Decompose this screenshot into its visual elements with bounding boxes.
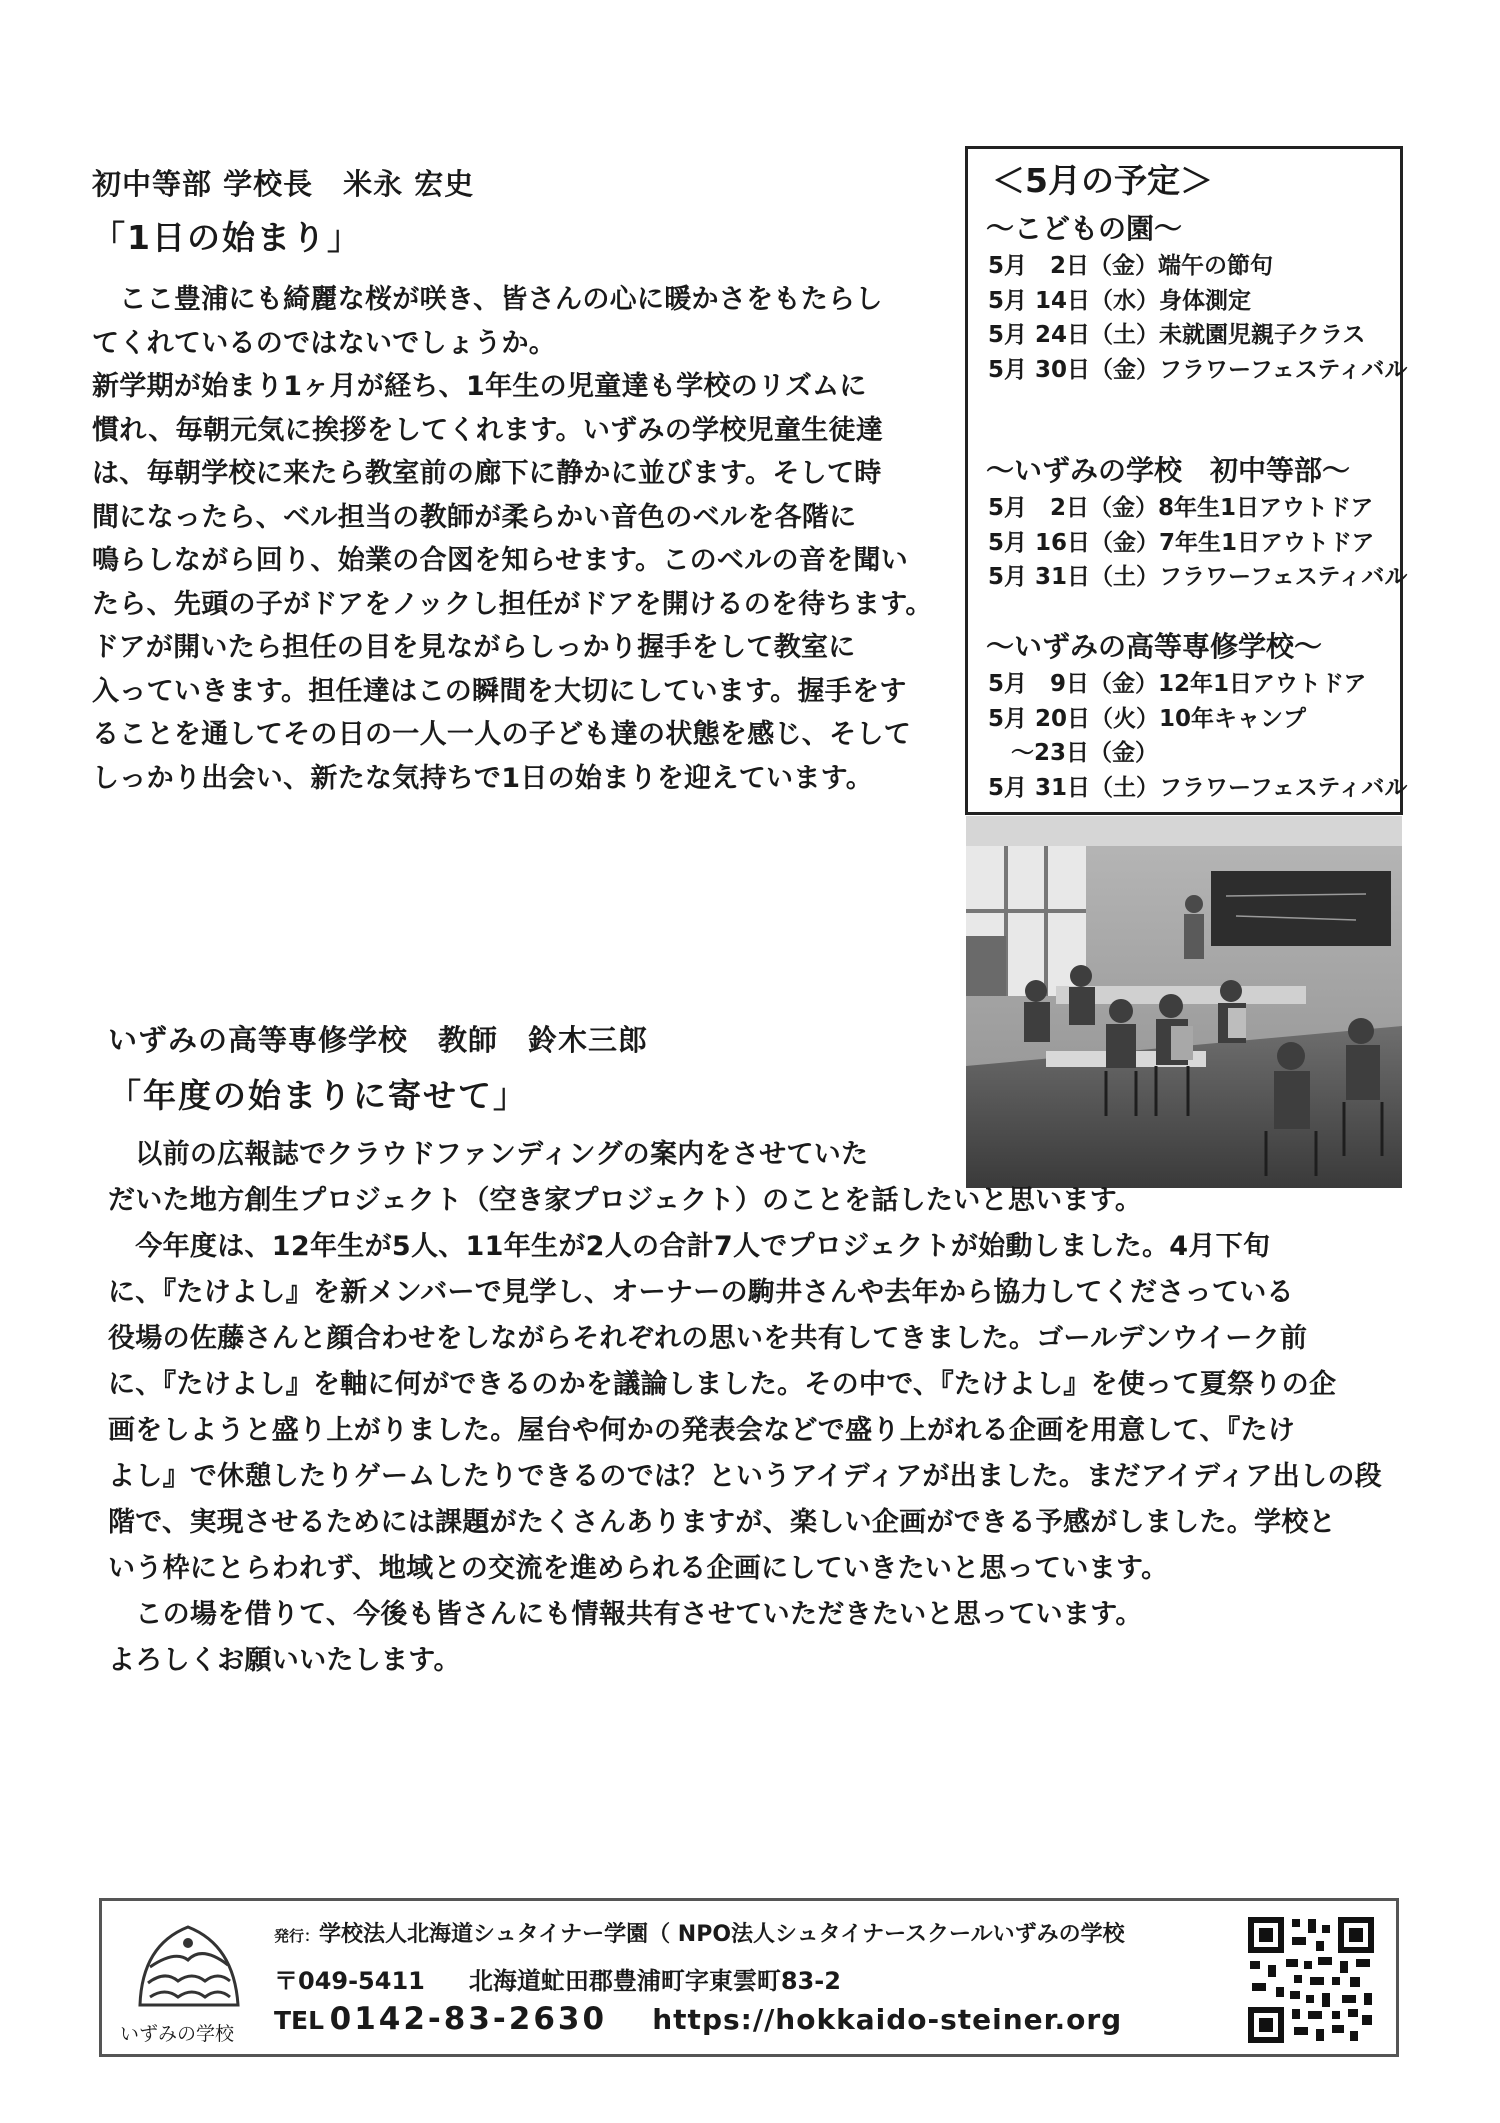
text-line: に、『たけよし』を軸に何ができるのかを議論しました。その中で、『たけよし』を使って夏祭りの企 xyxy=(108,1369,1337,1400)
publisher-name: 学校法人北海道シュタイナー学園（ NPO法人シュタイナースクールいずみの学校 xyxy=(319,1922,1125,1947)
text-line: だいた地方創生プロジェクト（空き家プロジェクト）のことを話したいと思います。 xyxy=(108,1185,1143,1216)
contact-line xyxy=(274,2001,1122,2037)
tel-number: 0142-83-2630 xyxy=(329,2001,608,2037)
schedule-item: 5月 2日（金）端午の節句 xyxy=(988,253,1274,279)
address-line xyxy=(274,1961,841,1996)
schedule-item: 5月 16日（金）7年生1日アウトドア xyxy=(988,529,1375,556)
schedule-box xyxy=(965,146,1408,815)
text-line: しっかり出会い、新たな気持ちで1日の始まりを迎えています。 xyxy=(92,762,874,794)
schedule-section-heading: ～こどもの園～ xyxy=(986,212,1183,245)
tel-label: TEL xyxy=(274,2006,325,2035)
text-line: 画をしようと盛り上がりました。屋台や何かの発表会などで盛り上がれる企画を用意して、『たけ xyxy=(108,1415,1296,1446)
text-line: てくれているのではないでしょうか。 xyxy=(92,327,557,359)
text-line: 階で、実現させるためには課題がたくさんありますが、楽しい企画ができる予感がしました。学校と xyxy=(108,1507,1336,1538)
website-link[interactable]: https://hokkaido-steiner.org xyxy=(652,2003,1123,2036)
text-line: 間になったら、ベル担当の教師が柔らかい音色のベルを各階に xyxy=(92,501,857,533)
text-line: よろしくお願いいたします。 xyxy=(108,1645,461,1676)
text-line: 新学期が始まり1ヶ月が経ち、1年生の児童達も学校のリズムに xyxy=(92,371,867,402)
text-line: 今年度は、12年生が5人、11年生が2人の合計7人でプロジェクトが始動しました。4月下旬 xyxy=(108,1231,1271,1262)
section1-body xyxy=(92,278,933,800)
section1-title: 「1日の始まり」 xyxy=(92,218,362,257)
schedule-item: 5月 20日（火）10年キャンプ xyxy=(988,705,1307,732)
text-line: に、『たけよし』を新メンバーで見学し、オーナーの駒井さんや去年から協力してくださっている xyxy=(108,1277,1294,1308)
schedule-item: 5月 24日（土）未就園児親子クラス xyxy=(988,322,1366,348)
qr-code-icon[interactable] xyxy=(1246,1915,1376,2045)
text-line: たら、先頭の子がドアをノックし担任がドアを開けるのを待ちます。 xyxy=(92,588,933,620)
text-line: 慣れ、毎朝元気に挨拶をしてくれます。いずみの学校児童生徒達 xyxy=(92,414,884,446)
schedule-item: 5月 30日（金）フラワーフェスティバル xyxy=(988,356,1408,383)
text-line: ることを通してその日の一人一人の子ども達の状態を感じ、そして xyxy=(92,719,911,750)
text-line: 入っていきます。担任達はこの瞬間を大切にしています。握手をす xyxy=(92,675,907,707)
schedule-item: ～23日（金） xyxy=(988,740,1159,766)
text-line: この場を借りて、今後も皆さんにも情報共有させていただきたいと思っています。 xyxy=(108,1599,1143,1630)
section2-author: いずみの高等専修学校 教師 鈴木三郎 xyxy=(108,1023,649,1057)
schedule-title: ＜5月の予定＞ xyxy=(992,161,1213,200)
section2-body xyxy=(108,1132,1382,1684)
postal-code: 〒049-5411 xyxy=(274,1967,425,1995)
address: 北海道虻田郡豊浦町字東雲町83-2 xyxy=(468,1967,841,1995)
schedule-item: 5月 31日（土）フラワーフェスティバル xyxy=(988,564,1408,590)
schedule-item: 5月 14日（水）身体測定 xyxy=(988,287,1252,314)
footer-box xyxy=(99,1898,1399,2057)
logo-text: いずみの学校 xyxy=(120,2023,235,2045)
section1-author: 初中等部 学校長 米永 宏史 xyxy=(92,167,475,201)
schedule-item: 5月 31日（土）フラワーフェスティバル xyxy=(988,774,1408,801)
text-line: いう枠にとらわれず、地域との交流を進められる企画にしていきたいと思っています。 xyxy=(108,1553,1169,1584)
schedule-item: 5月 2日（金）8年生1日アウトドア xyxy=(988,495,1374,521)
text-line: 鳴らしながら回り、始業の合図を知らせます。このベルの音を聞い xyxy=(92,545,909,576)
schedule-section-heading: ～いずみの学校 初中等部～ xyxy=(986,454,1351,487)
text-line: は、毎朝学校に来たら教室前の廊下に静かに並びます。そして時 xyxy=(92,458,882,489)
text-line: ここ豊浦にも綺麗な桜が咲き、皆さんの心に暖かさをもたらし xyxy=(92,284,883,315)
school-logo-icon xyxy=(130,1915,248,2015)
schedule-item: 5月 9日（金）12年1日アウトドア xyxy=(988,671,1367,697)
text-line: 以前の広報誌でクラウドファンディングの案内をさせていた xyxy=(108,1139,869,1170)
text-line: 役場の佐藤さんと顔合わせをしながらそれぞれの思いを共有してきました。ゴールデンウイーク前 xyxy=(108,1323,1308,1354)
schedule-section-heading: ～いずみの高等専修学校～ xyxy=(986,630,1323,663)
text-line: よし』で休憩したりゲームしたりできるのでは？というアイディアが出ました。まだアイディア出しの段 xyxy=(108,1461,1382,1492)
publisher-line xyxy=(274,1917,1125,1948)
publisher-label: 発行： xyxy=(274,1927,320,1945)
section2-title: 「年度の始まりに寄せて」 xyxy=(108,1076,528,1115)
text-line: ドアが開いたら担任の目を見ながらしっかり握手をして教室に xyxy=(92,632,856,663)
